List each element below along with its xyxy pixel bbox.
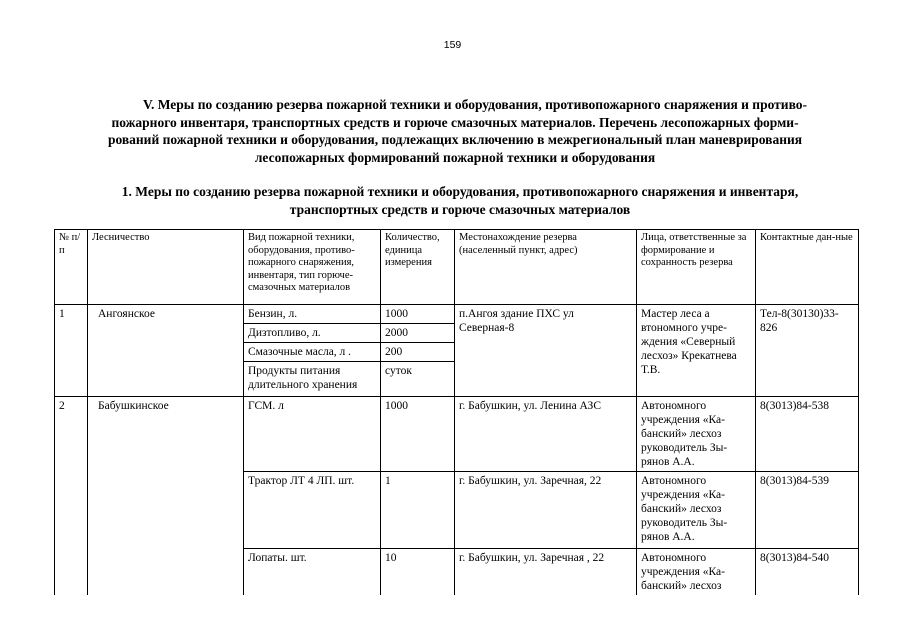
location: г. Бабушкин, ул. Заречная , 22 — [455, 549, 637, 596]
quantity: суток — [381, 362, 455, 397]
contact-phone: 8(3013)84-539 — [756, 472, 859, 549]
equipment-type: Бензин, л. — [244, 305, 381, 324]
responsible-person: Автономного учреждения «Ка-банский» лесхоз руководитель Зы-рянов А.А. — [637, 397, 756, 472]
responsible-person: Мастер леса а втономного учре-ждения «Северный лесхоз» Крекатнева Т.В. — [637, 305, 756, 397]
contact-phone: 8(3013)84-538 — [756, 397, 859, 472]
row-number: 2 — [55, 397, 88, 596]
quantity: 10 — [381, 549, 455, 596]
location: г. Бабушкин, ул. Ленина АЗС — [455, 397, 637, 472]
section-heading — [60, 96, 850, 166]
forestry-name: Ангоянское — [88, 305, 244, 397]
table-row — [55, 397, 859, 472]
forestry-name: Бабушкинское — [88, 397, 244, 596]
table-header-row — [55, 230, 859, 305]
reserve-table — [54, 229, 859, 595]
responsible-person: Автономного учреждения «Ка-банский» лесхоз — [637, 549, 756, 596]
header-forestry: Лесничество — [88, 230, 244, 305]
responsible-person: Автономного учреждения «Ка-банский» лесхоз руководитель Зы-рянов А.А. — [637, 472, 756, 549]
section-heading-line: пожарного инвентаря, транспортных средств и горюче смазочных материалов. Перечень лесопожарных форми- — [111, 114, 799, 130]
header-equipment-type: Вид пожарной техники, оборудования, противо-пожарного снаряжения, инвентаря, тип горюче-смазочных материалов — [244, 230, 381, 305]
quantity: 1000 — [381, 305, 455, 324]
subsection-heading — [70, 183, 850, 218]
header-number: № п/п — [55, 230, 88, 305]
quantity: 1 — [381, 472, 455, 549]
equipment-type: Дизтопливо, л. — [244, 324, 381, 343]
header-quantity: Количество, единица измерения — [381, 230, 455, 305]
quantity: 2000 — [381, 324, 455, 343]
contact-phone: Тел-8(30130)33-826 — [756, 305, 859, 397]
contact-phone: 8(3013)84-540 — [756, 549, 859, 596]
equipment-type: Продукты питания длительного хранения — [244, 362, 381, 397]
subsection-heading-line: 1. Меры по созданию резерва пожарной техники и оборудования, противопожарного снаряжения и инвентаря, — [121, 184, 799, 199]
section-heading-line: V. Меры по созданию резерва пожарной техники и оборудования, противопожарного снаряжения и противо- — [142, 97, 808, 112]
page-number: 159 — [443, 39, 462, 51]
header-contact: Контактные дан-ные — [756, 230, 859, 305]
equipment-type: Лопаты. шт. — [244, 549, 381, 596]
location: г. Бабушкин, ул. Заречная, 22 — [455, 472, 637, 549]
equipment-type: ГСМ. л — [244, 397, 381, 472]
header-location: Местонахождение резерва (населенный пункт, адрес) — [455, 230, 637, 305]
subsection-heading-line: транспортных средств и горюче смазочных материалов — [289, 201, 631, 217]
section-heading-line: рований пожарной техники и оборудования, подлежащих включению в межрегиональный план маневрирования — [107, 132, 803, 147]
table-row — [55, 305, 859, 324]
header-responsible: Лица, ответственные за формирование и сохранность резерва — [637, 230, 756, 305]
location: п.Ангоя здание ПХС ул Северная-8 — [455, 305, 637, 397]
equipment-type: Трактор ЛТ 4 ЛП. шт. — [244, 472, 381, 549]
quantity: 200 — [381, 343, 455, 362]
section-heading-line: лесопожарных формирований пожарной техники и оборудования — [254, 149, 656, 165]
quantity: 1000 — [381, 397, 455, 472]
equipment-type: Смазочные масла, л . — [244, 343, 381, 362]
row-number: 1 — [55, 305, 88, 397]
